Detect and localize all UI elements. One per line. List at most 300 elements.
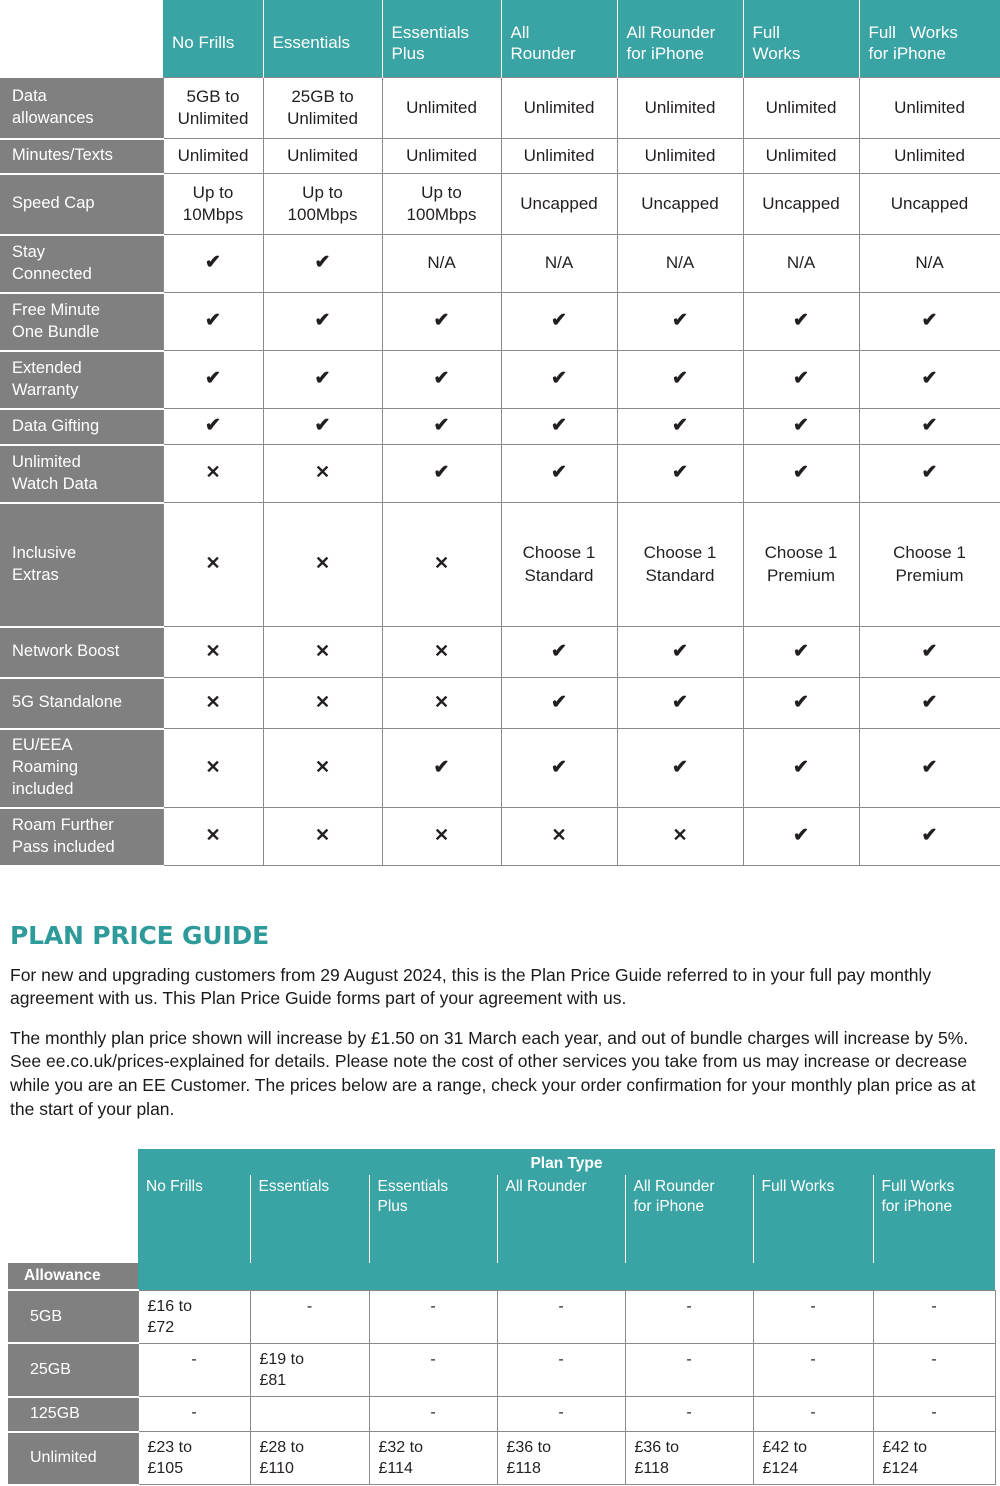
cell-line1: Up to <box>302 182 343 202</box>
cross-icon: ✕ <box>433 640 450 661</box>
check-icon-cell <box>859 627 1000 678</box>
comparison-row <box>0 678 1000 729</box>
comparison-row-label <box>0 293 163 351</box>
check-icon: ✔ <box>551 640 567 662</box>
price-line1: - <box>558 1350 564 1368</box>
comparison-row-label <box>0 445 163 503</box>
price-line2: £124 <box>762 1460 799 1478</box>
cross-icon: ✕ <box>433 691 450 712</box>
row-label-line1: Data <box>12 86 47 105</box>
cross-icon-cell <box>263 808 382 866</box>
check-icon: ✔ <box>433 310 450 332</box>
comparison-cell <box>617 503 743 627</box>
cross-icon: ✕ <box>672 825 688 846</box>
price-cell-empty <box>625 1397 753 1432</box>
price-cell <box>753 1432 873 1485</box>
cell-line2: Unlimited <box>287 109 358 128</box>
check-icon-cell <box>743 678 859 729</box>
cell-line1: Unlimited <box>894 97 965 117</box>
check-icon: ✔ <box>433 368 450 390</box>
col-label-line1: All Rounder <box>633 1178 715 1196</box>
cell-line1: N/A <box>544 253 574 273</box>
row-label-line1: Unlimited <box>12 452 81 471</box>
check-icon: ✔ <box>672 415 688 437</box>
price-cell <box>250 1343 369 1396</box>
price-table-row <box>8 1343 995 1396</box>
cross-icon: ✕ <box>314 825 331 846</box>
check-icon: ✔ <box>921 462 938 484</box>
comparison-row-label <box>0 139 163 174</box>
price-cell <box>138 1290 250 1343</box>
comparison-row <box>0 235 1000 293</box>
price-line1: £19 to <box>259 1350 304 1368</box>
cell-line1: Uncapped <box>890 193 969 213</box>
cell-line1: N/A <box>665 253 695 273</box>
comparison-col-full-works-iphone <box>859 0 1000 78</box>
row-label-line2: allowances <box>12 108 94 127</box>
price-table-row <box>8 1397 995 1432</box>
comparison-cell <box>617 139 743 174</box>
price-table-row <box>8 1432 995 1485</box>
price-cell <box>138 1432 250 1485</box>
price-table-corner-blank <box>8 1149 138 1175</box>
comparison-row-label <box>0 78 163 139</box>
cross-icon-cell <box>382 503 501 627</box>
comparison-col-full-works <box>743 0 859 78</box>
comparison-cell <box>859 235 1000 293</box>
cross-icon: ✕ <box>314 640 331 661</box>
cell-line1: Unlimited <box>894 145 965 165</box>
check-icon-cell <box>743 409 859 445</box>
comparison-col-essentials <box>263 0 382 78</box>
row-label-line1: Network Boost <box>12 642 120 661</box>
price-line1: - <box>430 1297 436 1315</box>
cell-line1: Up to <box>421 182 462 202</box>
cell-line2: Premium <box>895 565 964 585</box>
cross-icon: ✕ <box>314 756 331 777</box>
comparison-row-label <box>0 808 163 866</box>
price-line2: £118 <box>506 1460 541 1478</box>
check-icon-cell <box>859 409 1000 445</box>
cell-line2: 10Mbps <box>182 205 244 224</box>
price-line1: - <box>558 1297 564 1315</box>
price-line1: £42 to <box>762 1439 807 1457</box>
check-icon: ✔ <box>793 310 809 332</box>
price-cell-empty <box>369 1343 497 1396</box>
check-icon-cell <box>617 445 743 503</box>
comparison-row <box>0 445 1000 503</box>
price-cell <box>250 1432 369 1485</box>
price-cell-empty <box>753 1343 873 1396</box>
check-icon: ✔ <box>672 640 688 662</box>
comparison-col-no-frills <box>163 0 263 78</box>
cell-line2: Standard <box>524 565 594 585</box>
check-icon: ✔ <box>921 825 938 847</box>
check-icon-cell <box>382 445 501 503</box>
cell-line1: N/A <box>427 253 456 273</box>
check-icon-cell <box>501 729 617 808</box>
allowance-header-spacer <box>138 1263 995 1290</box>
cell-line1: Unlimited <box>644 145 716 165</box>
price-line1: - <box>810 1404 816 1422</box>
col-label-line1: Essentials <box>377 1178 449 1196</box>
row-label-line2: Pass included <box>12 837 115 856</box>
cell-line2: 100Mbps <box>406 205 477 224</box>
col-label-line1: All Rounder <box>626 22 716 42</box>
price-cell-empty <box>753 1290 873 1343</box>
cell-line2: 100Mbps <box>287 205 358 224</box>
check-icon-cell <box>743 351 859 409</box>
cell-line2: Unlimited <box>177 109 249 128</box>
check-icon: ✔ <box>672 310 688 332</box>
row-label-line1: Speed Cap <box>12 194 95 213</box>
cell-line1: N/A <box>915 253 944 273</box>
price-line1: £36 to <box>506 1439 551 1457</box>
comparison-row <box>0 409 1000 445</box>
comparison-cell <box>382 139 501 174</box>
price-cell-empty <box>753 1397 873 1432</box>
col-label-line1: Essentials <box>258 1178 330 1196</box>
cell-line1: Unlimited <box>765 145 837 165</box>
price-line2: £118 <box>634 1460 669 1478</box>
cross-icon: ✕ <box>205 825 221 846</box>
check-icon-cell <box>617 409 743 445</box>
check-icon-cell <box>617 678 743 729</box>
cross-icon: ✕ <box>205 640 221 661</box>
price-guide-paragraph-1: For new and upgrading customers from 29 August 2024, this is the Plan Price Guide referred to in your full pay monthly agreement with us. This Plan Price Guide forms part of your agreement with us. <box>10 964 932 1009</box>
comparison-cell <box>501 503 617 627</box>
cell-line1: Unlimited <box>644 97 716 117</box>
price-col-all-rounder-iphone <box>625 1175 753 1263</box>
price-cell-empty <box>873 1343 995 1396</box>
check-icon-cell <box>382 293 501 351</box>
cell-line1: Choose 1 <box>764 543 838 563</box>
row-label-line1: Stay <box>12 242 46 261</box>
price-cell-empty <box>138 1343 250 1396</box>
col-label-line2: Plus <box>377 1198 408 1216</box>
col-label-line2: for iPhone <box>626 44 704 63</box>
check-icon-cell <box>859 293 1000 351</box>
col-label-line1: No Frills <box>172 33 235 53</box>
cross-icon: ✕ <box>314 462 331 483</box>
price-line1: £23 to <box>147 1439 192 1457</box>
check-icon: ✔ <box>672 462 688 484</box>
comparison-cell <box>163 174 263 235</box>
comparison-cell <box>163 139 263 174</box>
check-icon: ✔ <box>551 310 567 332</box>
comparison-cell <box>263 174 382 235</box>
col-label-line1: Full Works <box>881 1178 955 1196</box>
cross-icon-cell <box>263 627 382 678</box>
price-line2: £110 <box>259 1460 294 1478</box>
price-line1: - <box>558 1404 564 1422</box>
cross-icon: ✕ <box>205 756 221 777</box>
cross-icon: ✕ <box>314 691 331 712</box>
row-label-line1: Inclusive <box>12 543 77 562</box>
check-icon-cell <box>163 293 263 351</box>
price-cell-empty <box>497 1290 625 1343</box>
cross-icon: ✕ <box>205 691 221 712</box>
check-icon: ✔ <box>921 368 938 390</box>
price-line1: - <box>686 1404 692 1422</box>
price-line2: £72 <box>147 1318 175 1336</box>
check-icon: ✔ <box>551 756 567 778</box>
price-cell-empty <box>250 1290 369 1343</box>
price-line2: £81 <box>259 1372 287 1390</box>
cross-icon: ✕ <box>314 553 331 574</box>
price-table-allowance-row <box>8 1263 995 1290</box>
check-icon: ✔ <box>551 691 567 713</box>
check-icon-cell <box>501 351 617 409</box>
price-table-body <box>8 1290 995 1485</box>
price-table-group-header: Plan Type <box>138 1149 995 1175</box>
comparison-row <box>0 503 1000 627</box>
cell-line1: Choose 1 <box>893 543 966 563</box>
cell-line1: Uncapped <box>762 193 840 213</box>
row-label-line2: One Bundle <box>12 322 100 341</box>
check-icon-cell <box>501 678 617 729</box>
price-line1: - <box>810 1350 816 1368</box>
check-icon: ✔ <box>793 368 809 390</box>
price-col-no-frills <box>138 1175 250 1263</box>
check-icon-cell <box>859 351 1000 409</box>
check-icon-cell <box>859 729 1000 808</box>
cell-line1: Unlimited <box>177 145 249 165</box>
check-icon: ✔ <box>433 462 450 484</box>
comparison-row <box>0 78 1000 139</box>
cross-icon-cell <box>163 503 263 627</box>
price-col-full-works <box>753 1175 873 1263</box>
price-line1: £32 to <box>378 1439 423 1457</box>
row-label-line1: Roam Further <box>12 815 114 834</box>
cross-icon-cell <box>163 808 263 866</box>
comparison-row-label <box>0 678 163 729</box>
price-cell <box>369 1432 497 1485</box>
price-cell-empty <box>497 1343 625 1396</box>
check-icon-cell <box>382 409 501 445</box>
check-icon-cell <box>263 409 382 445</box>
check-icon: ✔ <box>433 415 450 437</box>
check-icon-cell <box>263 235 382 293</box>
cross-icon-cell <box>617 808 743 866</box>
page-title: PLAN PRICE GUIDE <box>10 920 269 950</box>
allowance-row-label: 5GB <box>8 1290 138 1343</box>
check-icon: ✔ <box>314 252 331 274</box>
check-icon-cell <box>859 678 1000 729</box>
check-icon-cell <box>501 409 617 445</box>
check-icon-cell <box>263 351 382 409</box>
col-label-line1: No Frills <box>146 1178 203 1196</box>
check-icon: ✔ <box>921 756 938 778</box>
check-icon: ✔ <box>921 310 938 332</box>
comparison-col-essentials-plus <box>382 0 501 78</box>
comparison-cell <box>382 78 501 139</box>
check-icon: ✔ <box>672 691 688 713</box>
row-label-line2: Warranty <box>12 380 79 399</box>
price-line2: £105 <box>147 1460 184 1478</box>
comparison-header-row <box>0 0 1000 78</box>
comparison-row-label <box>0 627 163 678</box>
comparison-col-all-rounder-iphone <box>617 0 743 78</box>
price-line1: £36 to <box>634 1439 679 1457</box>
check-icon-cell <box>263 293 382 351</box>
cross-icon: ✕ <box>205 553 221 574</box>
comparison-cell <box>617 78 743 139</box>
check-icon: ✔ <box>921 691 938 713</box>
cell-line1: Unlimited <box>287 145 358 165</box>
price-cell <box>625 1432 753 1485</box>
check-icon: ✔ <box>433 756 450 778</box>
check-icon-cell <box>617 627 743 678</box>
comparison-cell <box>382 235 501 293</box>
check-icon: ✔ <box>314 415 331 437</box>
comparison-body <box>0 78 1000 866</box>
comparison-cell <box>743 139 859 174</box>
row-label-line2: Watch Data <box>12 474 98 493</box>
cell-line2: Premium <box>766 565 835 585</box>
price-table-corner-blank-2 <box>8 1175 138 1263</box>
check-icon-cell <box>501 445 617 503</box>
check-icon: ✔ <box>205 415 221 437</box>
comparison-row-label <box>0 235 163 293</box>
col-label-line1: Full Works <box>868 22 958 42</box>
check-icon-cell <box>501 293 617 351</box>
price-table-header-row <box>8 1175 995 1263</box>
price-col-full-works-iphone <box>873 1175 995 1263</box>
comparison-cell <box>743 78 859 139</box>
price-line1: - <box>931 1350 937 1368</box>
comparison-row <box>0 139 1000 174</box>
price-line1: - <box>306 1297 313 1315</box>
check-icon: ✔ <box>314 368 331 390</box>
price-table-wrapper <box>0 1149 1000 1486</box>
price-col-all-rounder <box>497 1175 625 1263</box>
comparison-cell <box>163 78 263 139</box>
check-icon-cell <box>382 351 501 409</box>
comparison-cell <box>743 235 859 293</box>
comparison-cell <box>382 174 501 235</box>
price-cell-empty <box>625 1290 753 1343</box>
cross-icon-cell <box>382 678 501 729</box>
check-icon-cell <box>859 445 1000 503</box>
price-line1: - <box>430 1404 436 1422</box>
price-cell <box>873 1432 995 1485</box>
price-line1: £16 to <box>147 1297 192 1315</box>
plan-price-guide-section <box>0 921 1000 1122</box>
comparison-cell <box>501 235 617 293</box>
comparison-col-all-rounder <box>501 0 617 78</box>
cell-line1: Unlimited <box>406 97 477 117</box>
check-icon: ✔ <box>205 310 221 332</box>
check-icon-cell <box>382 729 501 808</box>
col-label-line1: Essentials <box>391 22 469 42</box>
comparison-cell <box>859 78 1000 139</box>
price-cell-empty <box>497 1397 625 1432</box>
price-line1: - <box>191 1350 197 1368</box>
price-col-essentials <box>250 1175 369 1263</box>
check-icon-cell <box>163 351 263 409</box>
check-icon: ✔ <box>672 756 688 778</box>
cell-line1: Uncapped <box>641 193 719 213</box>
check-icon-cell <box>743 293 859 351</box>
check-icon: ✔ <box>672 368 688 390</box>
cell-line1: 5GB to <box>186 86 240 106</box>
check-icon-cell <box>859 808 1000 866</box>
check-icon: ✔ <box>793 462 809 484</box>
cross-icon: ✕ <box>551 825 567 846</box>
comparison-cell <box>859 174 1000 235</box>
price-cell-empty <box>625 1343 753 1396</box>
comparison-row <box>0 808 1000 866</box>
cross-icon-cell <box>263 503 382 627</box>
check-icon-cell <box>743 729 859 808</box>
check-icon: ✔ <box>551 462 567 484</box>
row-label-line1: 5G Standalone <box>12 693 123 712</box>
check-icon: ✔ <box>921 640 938 662</box>
comparison-row-label <box>0 174 163 235</box>
price-cell-empty <box>369 1290 497 1343</box>
cross-icon: ✕ <box>433 825 450 846</box>
plan-price-table <box>8 1149 996 1486</box>
col-label-line1: Essentials <box>272 33 350 53</box>
price-line2: £124 <box>882 1460 919 1478</box>
col-label-line2: Works <box>752 44 801 63</box>
cell-line1: 25GB to <box>291 86 354 106</box>
comparison-row <box>0 293 1000 351</box>
price-line2: £114 <box>378 1460 413 1478</box>
row-label-line1: Free Minute <box>12 300 101 319</box>
check-icon-cell <box>617 729 743 808</box>
price-line1: - <box>931 1404 937 1422</box>
price-line1: - <box>810 1297 816 1315</box>
allowance-row-label: Unlimited <box>8 1432 138 1485</box>
col-label-line2: Rounder <box>510 44 576 63</box>
price-line1: - <box>931 1297 937 1315</box>
col-label-line2: Plus <box>391 44 425 63</box>
row-label-line3: included <box>12 779 74 798</box>
comparison-cell <box>743 503 859 627</box>
comparison-cell <box>859 503 1000 627</box>
col-label-line1: Full Works <box>761 1178 835 1196</box>
price-line1: - <box>191 1404 197 1422</box>
cross-icon-cell <box>382 808 501 866</box>
cross-icon-cell <box>163 729 263 808</box>
cross-icon: ✕ <box>433 553 450 574</box>
comparison-row-label <box>0 729 163 808</box>
check-icon: ✔ <box>793 825 809 847</box>
check-icon-cell <box>617 293 743 351</box>
price-table-row <box>8 1290 995 1343</box>
check-icon-cell <box>501 627 617 678</box>
comparison-row <box>0 351 1000 409</box>
cross-icon-cell <box>263 445 382 503</box>
check-icon-cell <box>743 445 859 503</box>
col-label-line2: for iPhone <box>868 44 946 63</box>
price-cell <box>497 1432 625 1485</box>
price-cell-empty <box>873 1290 995 1343</box>
allowance-row-label: 125GB <box>8 1397 138 1432</box>
check-icon-cell <box>743 808 859 866</box>
comparison-row <box>0 729 1000 808</box>
comparison-cell <box>501 139 617 174</box>
col-label-line1: Full <box>752 22 780 42</box>
comparison-row <box>0 174 1000 235</box>
comparison-row-label <box>0 351 163 409</box>
price-line1: £28 to <box>259 1439 304 1457</box>
check-icon: ✔ <box>551 368 567 390</box>
cell-line1: Up to <box>192 182 234 202</box>
row-label-line2: Connected <box>12 264 92 283</box>
